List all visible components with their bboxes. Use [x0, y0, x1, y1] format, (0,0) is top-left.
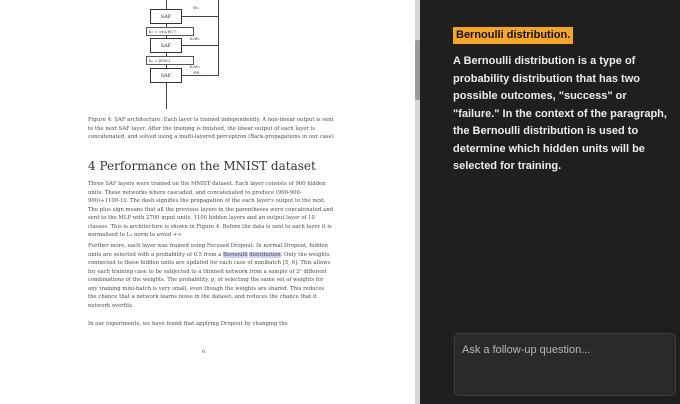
formula-box: h₀ = β(W₀) [146, 56, 194, 65]
explanation-text: A Bernoulli distribution is a type of probability distribution that has two possible outcomes, "success" or "failure." In the context of the paragraph, the Bernoulli distribution is used to determine which hidden units will be selected for training. [453, 55, 667, 172]
followup-input[interactable] [462, 342, 662, 358]
panel-title: Bernoulli distribution. [453, 27, 573, 44]
math-label: W₃ [193, 5, 199, 10]
connector-line [182, 16, 218, 17]
paragraph-with-highlight [88, 242, 333, 310]
math-label: h₁W₂ [190, 36, 200, 41]
saf-box: SAF [150, 38, 182, 53]
explanation-panel [420, 0, 680, 404]
arrow-line [166, 83, 167, 109]
figure-caption: Figure 4: SAF architecture. Each layer is trained independently. A non-linear output is sent to the next SAF layer. After the training is finished, the linear output of each layer is concatenated, and solved using a multi-layered perceptron (Back-propagations in our case) [88, 117, 334, 140]
paragraph: In our experiments, we have found that applying Dropout by changing the [88, 321, 288, 327]
connector-line [218, 0, 219, 76]
highlighted-term[interactable]: Bernoulli [222, 251, 248, 258]
math-label: h₂W₃ [190, 64, 200, 69]
connector-line [182, 75, 218, 76]
paragraph-text: . Only the weights connected to these hidden units are updated for each case of minibatch [5, 6]. This allows for each training case to be subjected to a thinned network from a sample of 2ⁿ different combinations of the weights. The probability, p, of selecting the same set of weights for any training mini-batch is very small, even though the weights are shared. This reduces the chance that a network learns noise in the dataset, and reduces the chance that it network overfits. [88, 251, 331, 309]
formula-box: h₁ = σ(u₁W₁ᵀ) [146, 27, 194, 36]
saf-box: SAF [150, 9, 182, 24]
saf-box: SAF [150, 68, 182, 83]
section-heading: 4 Performance on the MNIST dataset [88, 159, 316, 173]
paragraph: Three SAF layers were trained on the MNIST dataset. Each layer consists of 900 hidden units. These networks where cascaded, and concatenated to produce (900-900-900)+1100-10. The dash signifies the propagation of the each layer's output to the next. The plus sign means that all the previous layers in the parentheses were concatenated and sent to the MLP with 2700 input units, 1100 hidden layers and an output layer of 10 classes. This is architecture is shown in Figure 4. Before the data is sent to each layer it is normalised to L₂ norm to avoid +∞ [88, 181, 333, 238]
highlighted-term[interactable]: distribution [249, 251, 281, 258]
connector-line [182, 45, 218, 46]
page-number: 6 [202, 349, 206, 355]
followup-box[interactable] [454, 333, 676, 396]
paragraph-text: Further more, each layer was trained using Focused Dropout. In normal Dropout, hidden units are selected with a probability of 0.5 from a [88, 243, 328, 258]
math-label: ∂W₁ [193, 70, 201, 75]
